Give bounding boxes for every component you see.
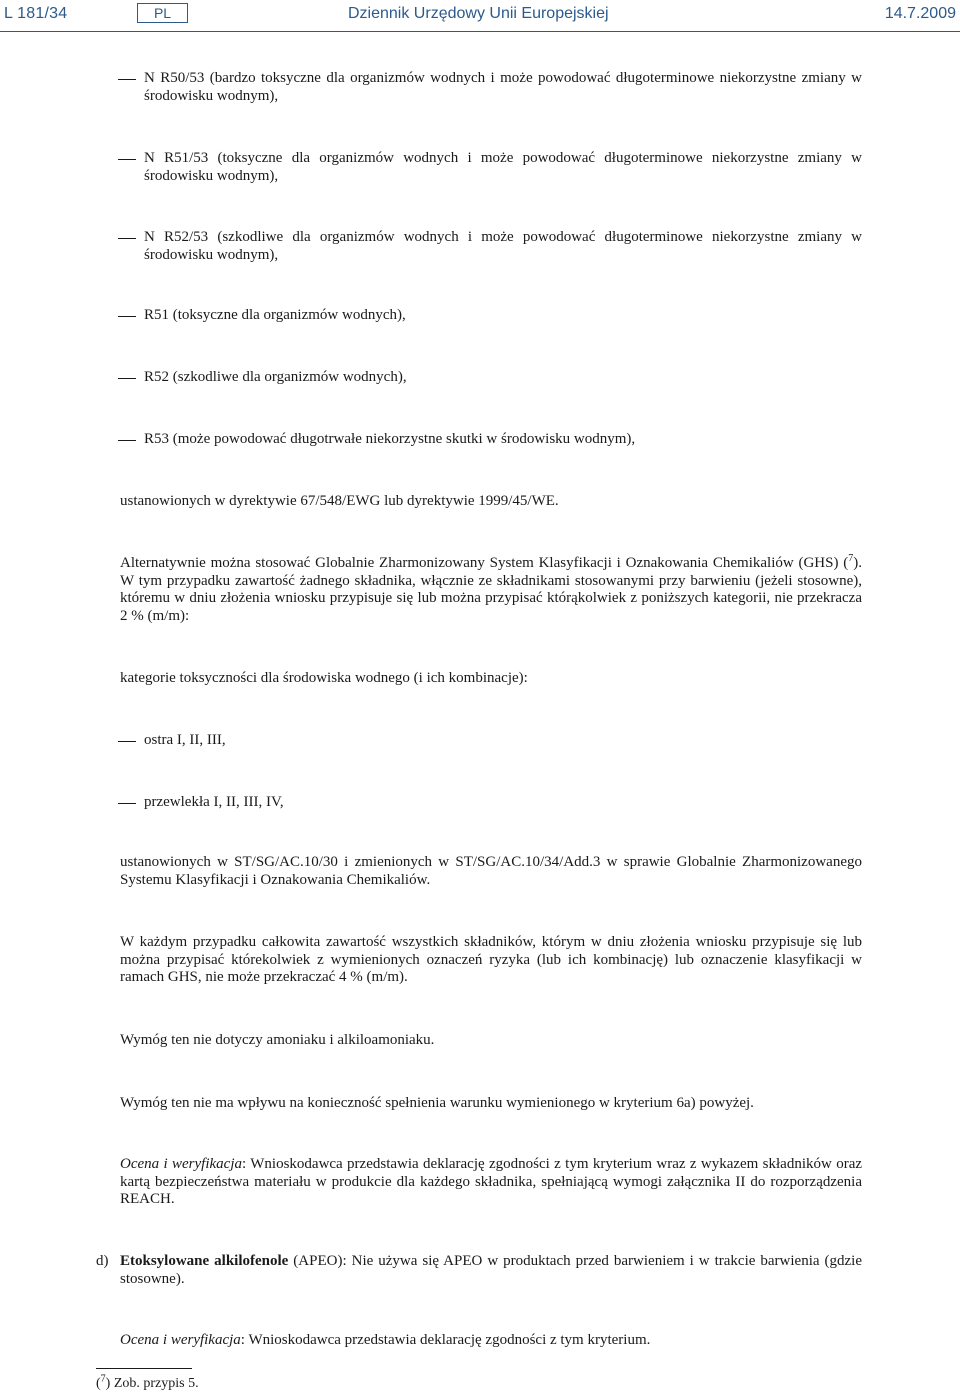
publication-date: 14.7.2009: [884, 5, 956, 22]
list-item-text: R52 (szkodliwe dla organizmów wodnych),: [144, 369, 407, 385]
list-item-text: R53 (może powodować długotrwałe niekorzystne skutki w środowisku wodnym),: [144, 431, 636, 447]
paragraph-ammonia: Wymóg ten nie dotyczy amoniaku i alkiloamoniaku.: [120, 1032, 435, 1048]
paragraph-established-un: ustanowionych w ST/SG/AC.10/30 i zmienionych w ST/SG/AC.10/34/Add.3 w sprawie Globalnie Zharmonizowanego Systemu Klasyfikacji i Oznakowania Chemikaliów.: [120, 854, 862, 888]
language-badge: PL: [137, 3, 188, 23]
footnote-reference: 7: [848, 553, 854, 564]
header-divider: [0, 31, 960, 32]
list-item-text: N R52/53 (szkodliwe dla organizmów wodnych i może powodować długoterminowe niekorzystne zmiany w środowisku wodnym),: [144, 229, 863, 263]
page-reference: L 181/34: [4, 5, 68, 22]
paragraph-categories: kategorie toksyczności dla środowiska wodnego (i ich kombinacje):: [120, 670, 528, 686]
list-item-text: R51 (toksyczne dla organizmów wodnych),: [144, 307, 406, 323]
paragraph-ghs: Alternatywnie można stosować Globalnie Zharmonizowany System Klasyfikacji i Oznakowania Chemikaliów (GHS) ($^7$). W tym przypadku zawartość żadnego składnika, włącznie ze składnikami stosowanymi przy barwieniu (jeżeli stosowne), któremu w dniu złożenia wniosku przypisuje się lub można przypisać którąkolwiek z poniższych kategorii, nie przekracza 2 % (m/m):: [120, 553, 862, 624]
dash-marker: [118, 741, 136, 742]
paragraph-assessment-verification: Ocena i weryfikacja: Wnioskodawca przedstawia deklarację zgodności z tym kryterium wraz z wykazem składników oraz kartą bezpieczeństwa materiału w produkcie dla każdego składnika, spełniającą wymogi załącznika II do rozporządzenia REACH.: [120, 1156, 863, 1207]
list-item: [120, 150, 862, 185]
list-item: [120, 70, 862, 105]
assessment-label: Ocena i weryfikacja: [120, 1332, 241, 1348]
journal-title: Dziennik Urzędowy Unii Europejskiej: [348, 5, 609, 22]
list-item-text: N R51/53 (toksyczne dla organizmów wodnych i może powodować długoterminowe niekorzystne zmiany w środowisku wodnym),: [144, 150, 862, 184]
paragraph-criterion-6a: Wymóg ten nie ma wpływu na konieczność spełnienia warunku wymienionego w kryterium 6a) powyżej.: [120, 1095, 754, 1111]
paragraph-established-directives: ustanowionych w dyrektywie 67/548/EWG lub dyrektywie 1999/45/WE.: [120, 493, 559, 509]
list-item: [120, 732, 862, 750]
footnote: ($^7$) Zob. przypis 5.: [96, 1373, 199, 1391]
dash-marker: [118, 79, 136, 80]
item-marker: d): [96, 1253, 109, 1269]
dash-marker: [118, 440, 136, 441]
paragraph-apeo: Etoksylowane alkilofenole (APEO): Nie używa się APEO w produktach przed barwieniem i w trakcie barwienia (gdzie stosowne).: [120, 1253, 862, 1287]
footnote-divider: [96, 1368, 192, 1369]
list-item: [120, 229, 862, 264]
list-item: [120, 369, 862, 387]
list-item: [120, 794, 862, 812]
dash-marker: [118, 159, 136, 160]
list-item-text: przewlekła I, II, III, IV,: [144, 794, 284, 810]
paragraph-assessment-verification: Ocena i weryfikacja: Wnioskodawca przedstawia deklarację zgodności z tym kryterium.: [120, 1332, 651, 1348]
list-item: [120, 307, 862, 325]
list-item-text: ostra I, II, III,: [144, 732, 226, 748]
dash-marker: [118, 803, 136, 804]
paragraph-total-content: W każdym przypadku całkowita zawartość wszystkich składników, którym w dniu złożenia wniosku przypisuje się lub można przypisać którekolwiek z wymienionych oznaczeń ryzyka (lub ich kombinację) lub oznaczenie klasyfikacji w ramach GHS, nie może przekraczać 4 % (m/m).: [120, 934, 862, 985]
dash-marker: [118, 378, 136, 379]
page-header: [0, 0, 960, 32]
list-item-text: N R50/53 (bardzo toksyczne dla organizmów wodnych i może powodować długoterminowe niekorzystne zmiany w środowisku wodnym),: [144, 70, 863, 104]
dash-marker: [118, 316, 136, 317]
list-item: [120, 431, 862, 449]
assessment-label: Ocena i weryfikacja: [120, 1156, 242, 1172]
dash-marker: [118, 238, 136, 239]
item-title: Etoksylowane alkilofenole: [120, 1253, 289, 1269]
